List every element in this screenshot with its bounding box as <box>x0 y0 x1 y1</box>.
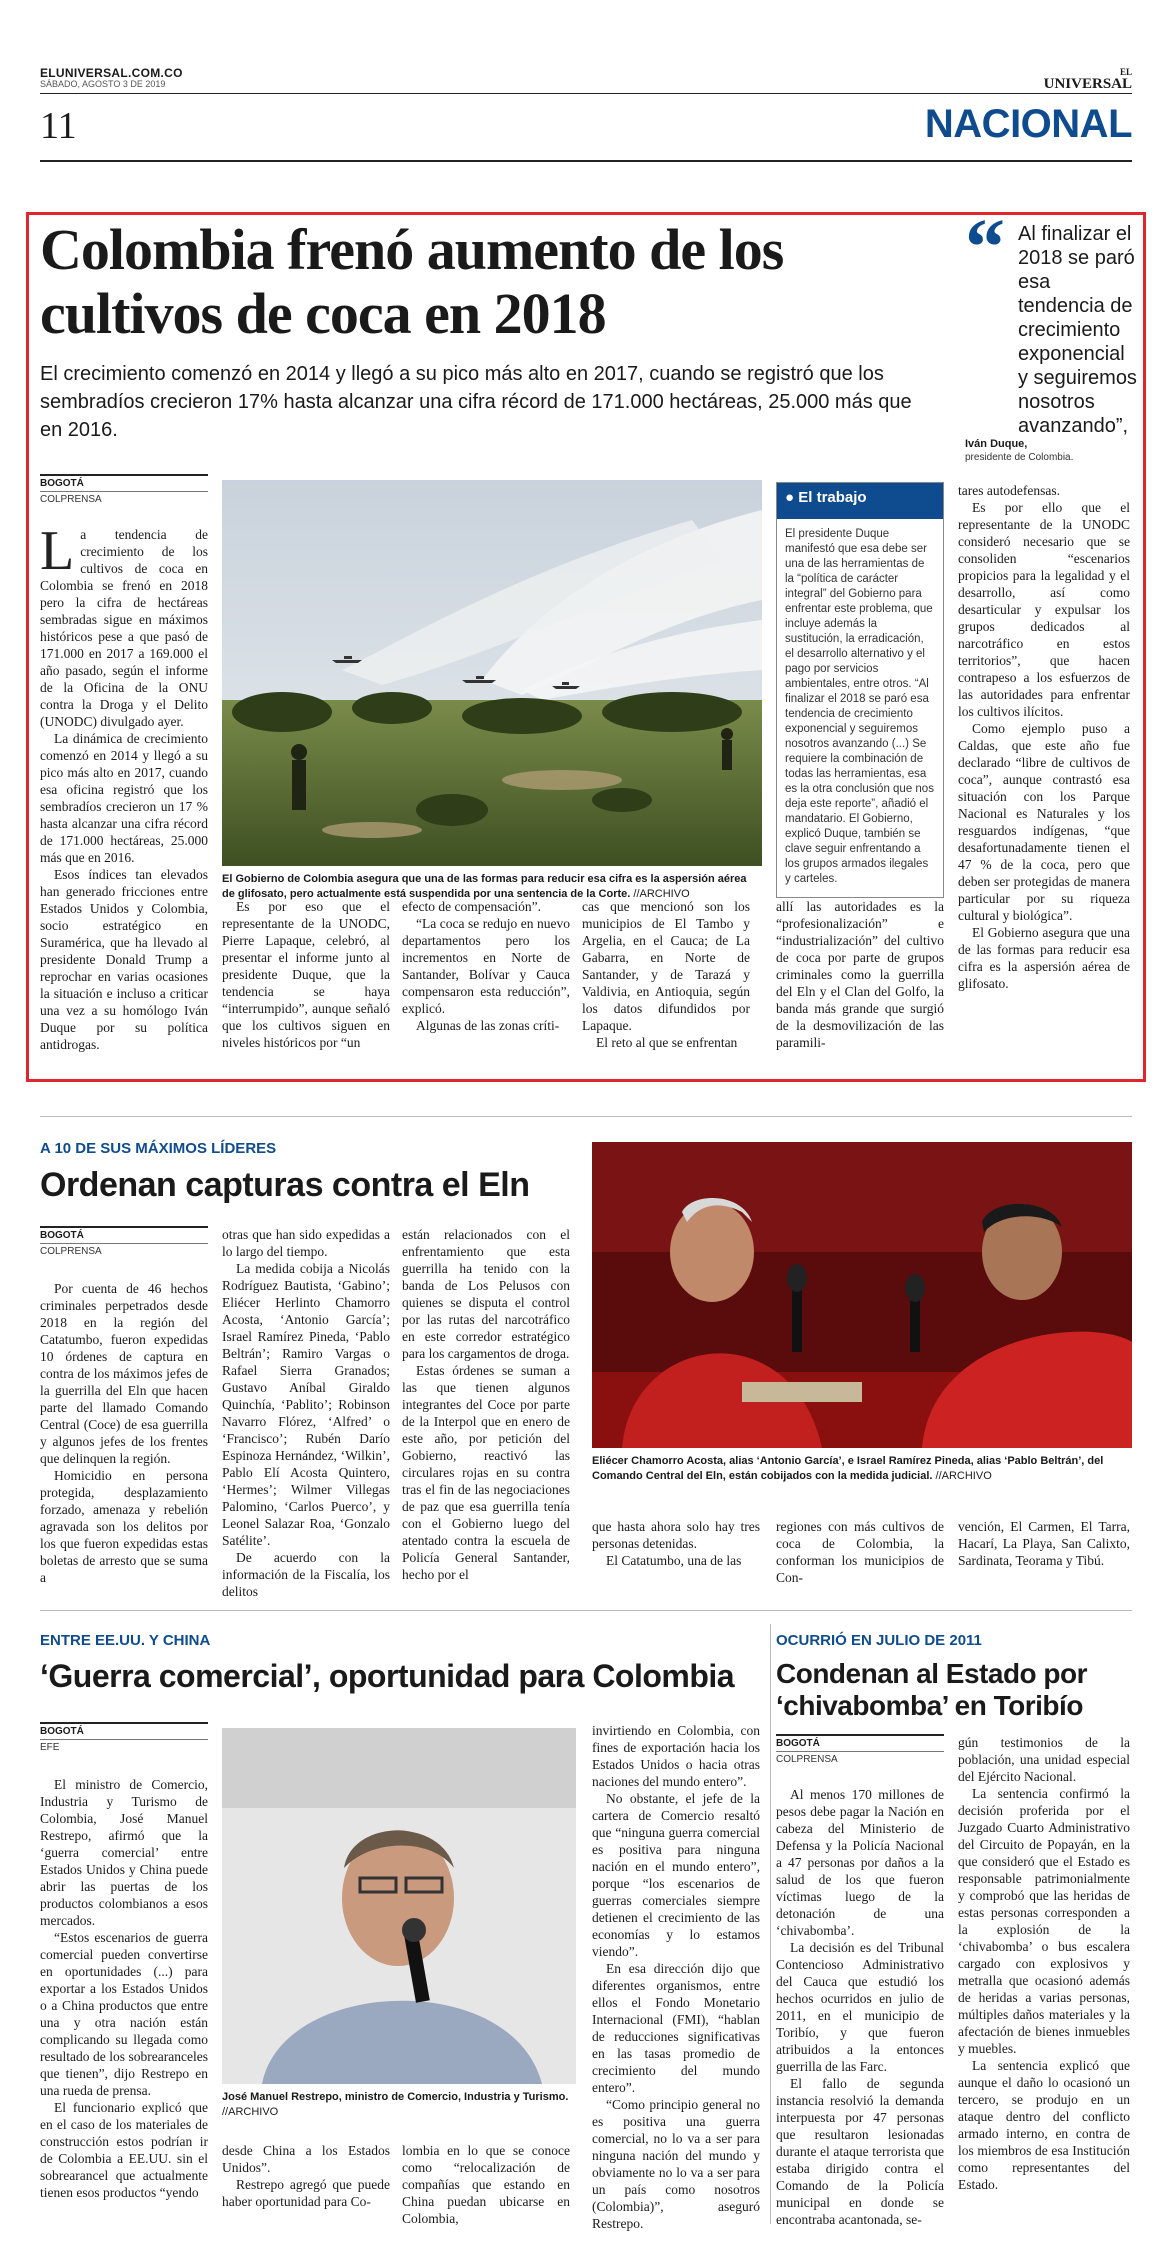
toribio-paragraph: gún testimonios de la población, una unidad especial del Ejército Nacional. <box>958 1735 1130 1784</box>
toribio-byline-block <box>776 1734 944 1765</box>
caption-credit: //ARCHIVO <box>935 1470 992 1482</box>
byline-agency: COLPRENSA <box>40 1243 208 1257</box>
pull-quote: Al finalizar el 2018 se paró esa tendencia de crecimiento exponencial y seguiremos nosotros avanzando”, <box>1018 223 1137 437</box>
lead-paragraph: Como ejemplo puso a Caldas, que este año fue declarado “libre de cultivos de coca”, aunque contrastó esa situación con los Parque Nacional es Naturales y los resguardos indígenas, “que desafortunadamente tienen el 47 % de la coca, pero que deben ser protegidas de manera particular por su riqueza cultural y biológica”. <box>958 721 1130 923</box>
page-number: 11 <box>40 105 77 147</box>
toribio-paragraph: Al menos 170 millones de pesos debe pagar la Nación en cabeza del Ministerio de Defensa y la Policía Nacional a 47 personas por daños a la salud de los que fueron víctimas luego de la detonación de una ‘chivabomba’. <box>776 1787 944 1938</box>
toribio-paragraph: La sentencia explicó que aunque el daño lo ocasionó un tercero, se produjo en un ataque dentro del conflicto armado interno, en contra de los miembros de esa Institución como representantes del Estado. <box>958 2058 1130 2192</box>
eln-column-1 <box>40 1280 208 1586</box>
eln-headline[interactable]: Ordenan capturas contra el Eln <box>40 1166 530 1204</box>
lead-paragraph: “La coca se redujo en nuevo departamentos pero los incrementos en Norte de Santander, Bolívar y Cauca compensaron esta reducción”, explicó. <box>402 916 570 1016</box>
eln-paragraph: La medida cobija a Nicolás Rodríguez Bautista, ‘Gabino’; Eliécer Herlinto Chamorro Acosta, ‘Antonio García’; Israel Ramírez Pineda, ‘Pablo Beltrán’; Ramiro Vargas o Rafael Sierra Granados; Gustavo Aníbal Giraldo Quinchía, ‘Pablito’; Robinson Navarro Flórez, ‘Alfred’ o ‘Francisco’; Rubén Darío Espinoza Hernández, ‘Wilkin’, Pablo Elí Acosta Quintero, ‘Hermes’; Wilmer Villegas Palomino, ‘Carlos Puerco’, y Leonel Salazar Roa, ‘Gonzalo Satélite’. <box>222 1261 390 1548</box>
drop-cap: L <box>40 520 75 582</box>
trade-paragraph: No obstante, el jefe de la cartera de Comercio resaltó que “ninguna guerra comercial es positiva para ninguna nación en el mundo entero”, porque “los escenarios de guerras comerciales siempre detienen el crecimiento de las economías y lo estamos viendo”. <box>592 1791 760 1959</box>
trade-column-4 <box>592 1722 760 2232</box>
caption-text: José Manuel Restrepo, ministro de Comercio, Industria y Turismo. <box>222 2091 569 2103</box>
caption-credit: //ARCHIVO <box>222 2106 279 2118</box>
lead-column-6 <box>958 482 1130 992</box>
caption-credit: //ARCHIVO <box>633 888 690 900</box>
lead-paragraph: La dinámica de crecimiento comenzó en 2014 y llegó a su pico más alto en 2017, cuando esa oficina registró que los sembradíos crecieron un 17 % hasta alcanzar una cifra récord de 171.000 hectáreas, 25.000 más que en 2016. <box>40 731 208 865</box>
eln-column-5 <box>776 1518 944 1586</box>
sidebar-title: El trabajo <box>798 489 867 506</box>
section-title: NACIONAL <box>924 102 1132 146</box>
eln-paragraph: De acuerdo con la información de la Fiscalía, los delitos <box>222 1550 390 1599</box>
newspaper-logo <box>1044 66 1132 90</box>
lead-column-1 <box>40 520 208 1053</box>
caption-text: El Gobierno de Colombia asegura que una de las formas para reducir esa cifra es la aspersión aérea de glifosato, pero actualmente está suspendida por una sentencia de la Corte. <box>222 873 747 900</box>
quote-author: Iván Duque, <box>965 438 1028 450</box>
eln-photo-caption <box>592 1454 1132 1484</box>
eln-paragraph: El Catatumbo, una de las <box>606 1553 742 1568</box>
trade-kicker: ENTRE EE.UU. Y CHINA <box>40 1632 211 1649</box>
logo-name: UNIVERSAL <box>1043 76 1132 92</box>
trade-column-3 <box>402 2142 570 2227</box>
trade-photo <box>222 1728 576 2084</box>
byline-city: BOGOTÁ <box>776 1734 944 1749</box>
trade-column-1 <box>40 1776 208 2201</box>
lead-paragraph: tares autodefensas. <box>958 483 1060 498</box>
section-rule <box>40 160 1132 162</box>
separator <box>40 1116 1132 1117</box>
toribio-paragraph: El fallo de segunda instancia resolvió la demanda interpuesta por 47 personas que resultaron lesionadas durante el ataque terrorista que estaba dirigido contra el Comando de la Policía municipal en donde se encontraba acantonada, se- <box>776 2076 944 2227</box>
sidebar-header <box>777 483 943 519</box>
byline-city: BOGOTÁ <box>40 1226 208 1241</box>
eln-column-4 <box>592 1518 760 1569</box>
trade-paragraph: Restrepo agregó que puede haber oportunidad para Co- <box>222 2177 390 2209</box>
quote-role: presidente de Colombia. <box>965 452 1074 463</box>
toribio-paragraph: La sentencia confirmó la decisión proferida por el Juzgado Cuarto Administrativo del Circuito de Popayán, en la que consideró que el Estado es responsable patrimonialmente y comprobó que las heridas de estas personas corresponden a la explosión de la ‘chivabomba’ o bus escalera cargado con explosivos y metralla que ocasionó además de heridas a varias personas, múltiples daños materiales y la afectación de bienes inmuebles y muebles. <box>958 1786 1130 2056</box>
eln-paragraph: están relacionados con el enfrentamiento que esta guerrilla ha tenido con la banda de Los Pelusos con quienes se disputa el control por las rutas del narcotráfico en este corredor estratégico para los cargamentos de droga. <box>402 1227 570 1361</box>
column-divider <box>770 1624 771 2224</box>
eln-kicker: A 10 DE SUS MÁXIMOS LÍDERES <box>40 1140 277 1157</box>
trade-paragraph: invirtiendo en Colombia, con fines de exportación hacia los Estados Unidos o hacia otras naciones del mundo entero”. <box>592 1723 760 1789</box>
trade-paragraph: El funcionario explicó que en el caso de los materiales de construcción estos podrían ir de Colombia a EE.UU. sin el sobrearancel que actualmente tienen esos productos “yendo <box>40 2100 208 2200</box>
lead-paragraph: Esos índices tan elevados han generado fricciones entre Estados Unidos y Colombia, socio estratégico en Suramérica, que ha llevado al presidente Donald Trump a reprochar en varias ocasiones la situación e incluso a criticar una vez a su homólogo Iván Duque por su política antidrogas. <box>40 867 208 1052</box>
lead-column-2 <box>222 898 390 1051</box>
sidebar-text: El presidente Duque manifestó que esa debe ser una de las herramientas de la “política de carácter integral” del Gobierno para enfrentar este problema, que incluye además la sustitución, la erradicación, el desarrollo alternativo y el pago por servicios ambientales, entre otros. “Al finalizar el 2018 se paró esa tendencia de crecimiento exponencial y seguiremos nosotros avanzando (...) Se requiere la combinación de todas las herramientas, esa es la otra conclusión que nos deja este reporte”, añadió el mandatario. El Gobierno, explicó Duque, también se clave seguir enfrentando a los grupos armados ilegales y carteles. <box>785 528 934 885</box>
trade-paragraph: desde China a los Estados Unidos”. <box>222 2143 390 2175</box>
trade-paragraph: En esa dirección dijo que diferentes organismos, entre ellos el Fondo Monetario Internacional (FMI), “hablan de reducciones significativas en las tasas promedio de crecimiento del mundo entero”. <box>592 1961 760 2095</box>
caption-text: Eliécer Chamorro Acosta, alias ‘Antonio García’, e Israel Ramírez Pineda, alias ‘Pablo Beltrán’, del Comando Central del Eln, están cobijados con la medida judicial. <box>592 1455 1104 1482</box>
lead-paragraph: Es por eso que el representante de la UNODC, Pierre Lapaque, celebró, al presentar el informe junto al presidente Duque, que la tendencia se haya “interrumpido”, aunque señaló que los cultivos siguen en niveles históricos por “un <box>222 899 390 1050</box>
eln-paragraph: que hasta ahora solo hay tres personas detenidas. <box>592 1519 760 1551</box>
trade-paragraph: El ministro de Comercio, Industria y Turismo de Colombia, José Manuel Restrepo, afirmó que la ‘guerra comercial’ entre Estados Unidos y China puede abrir las puertas de los productos colombianos a esos mercados. <box>40 1777 208 1928</box>
lead-column-5 <box>776 898 944 1051</box>
toribio-column-1 <box>776 1786 944 2228</box>
eln-byline-block <box>40 1226 208 1257</box>
trade-paragraph: “Estos escenarios de guerra comercial pueden convertirse en oportunidades (...) para exportar a los Estados Unidos o a China productos que entre una y otra nación están complicando su llegada como resultado de los sobrearanceles que tienen”, dijo Restrepo en una rueda de prensa. <box>40 1930 208 2098</box>
trade-photo-caption <box>222 2090 576 2120</box>
lead-paragraph: Es por ello que el representante de la UNODC consideró necesario que se consoliden “escenarios propicios para la legalidad y el desarrollo, así como desarticular y expulsar los grupos dedicados al narcotráfico en estos territorios”, que hacen contrapeso a los esfuerzos de las autoridades para enfrentar los cultivos ilícitos. <box>958 500 1130 719</box>
aerial-spraying-photo <box>222 480 762 866</box>
byline-agency: COLPRENSA <box>40 491 208 505</box>
eln-leaders-photo <box>592 1142 1132 1448</box>
masthead-rule <box>40 93 1132 94</box>
bullet-icon: ● <box>785 489 795 506</box>
eln-column-2 <box>222 1226 390 1600</box>
lead-headline[interactable]: Colombia frenó aumento de los cultivos de coca en 2018 <box>40 217 784 346</box>
trade-column-2 <box>222 2142 390 2210</box>
issue-date: SÁBADO, AGOSTO 3 DE 2019 <box>40 79 166 89</box>
lead-photo <box>222 480 762 866</box>
lead-deck: El crecimiento comenzó en 2014 y llegó a su pico más alto en 2017, cuando se registró que los sembradíos crecieron 17% hasta alcanzar una cifra récord de 171.000 hectáreas, 25.000 más que en 2016. <box>40 363 912 441</box>
byline-agency: COLPRENSA <box>776 1751 944 1765</box>
lead-paragraph: El Gobierno asegura que una de las formas para reducir esa cifra es la aspersión aérea de glifosato. <box>958 925 1130 991</box>
lead-paragraph: Algunas de las zonas críti- <box>416 1018 560 1033</box>
quote-mark-icon: “ <box>965 204 1005 292</box>
trade-byline-block <box>40 1722 208 1753</box>
eln-photo <box>592 1142 1132 1448</box>
eln-paragraph: Por cuenta de 46 hechos criminales perpetrados desde 2018 en la región del Catatumbo, fueron expedidas 10 órdenes de captura en contra de los máximos jefes de la guerrilla del Eln que hacen parte del llamado Comando Central (Coce) de esa guerrilla y algunos jefes de los frentes que delinquen la región. <box>40 1281 208 1466</box>
lead-column-3 <box>402 898 570 1034</box>
byline-city: BOGOTÁ <box>40 1722 208 1737</box>
toribio-column-2 <box>958 1734 1130 2193</box>
eln-column-6 <box>958 1518 1130 1569</box>
eln-paragraph: otras que han sido expedidas a lo largo del tiempo. <box>222 1227 390 1259</box>
toribio-paragraph: La decisión es del Tribunal Contencioso Administrativo del Cauca que estudió los hechos ocurridos en julio de 2011, en el municipio de Toribío, y que fueron atribuidos a la entonces guerrilla de las Farc. <box>776 1940 944 2074</box>
lead-paragraph: cas que mencionó son los municipios de El Tambo y Argelia, en el Cauca; de La Gabarra, en Norte de Santander, y de Tarazá y Valdivia, en Antioquia, según los datos difundidos por Lapaque. <box>582 899 750 1033</box>
eln-paragraph: vención, El Carmen, El Tarra, Hacarí, La Playa, San Calixto, Sardinata, Teorama y Tibú. <box>958 1519 1130 1568</box>
eln-paragraph: Estas órdenes se suman a las que tienen algunos integrantes del Coce por parte de la Interpol que en enero de este año, por petición del Gobierno, reactivó las circulares rojas en su contra tras el fin de las negociaciones de paz que esa guerrilla tenía con el Gobierno luego del atentado contra la escuela de Policía General Santander, hecho por el <box>402 1363 570 1582</box>
trade-paragraph: lombia en lo que se conoce como “relocalización de compañías que estando en China puedan ubicarse en Colombia, <box>402 2143 570 2226</box>
lead-paragraph: El reto al que se enfrentan <box>596 1035 738 1050</box>
lead-paragraph: allí las autoridades es la “profesionalización” e “industrialización” del cultivo de coca por parte de grupos criminales como la guerrilla del Eln y el Clan del Golfo, la banda más grande que surgió de la desmovilización de las paramili- <box>776 899 944 1050</box>
eln-column-3 <box>402 1226 570 1583</box>
logo-el: EL <box>1119 67 1132 77</box>
toribio-kicker: OCURRIÓ EN JULIO DE 2011 <box>776 1632 982 1649</box>
lead-paragraph: a tendencia de crecimiento de los cultivos de coca en Colombia se frenó en 2018 pero la cifra de hectáreas sembradas sigue en máximos históricos pese a que pasó de 171.000 en 2017 a 169.000 el año pasado, según el informe de la Oficina de la ONU contra la Droga y el Delito (UNODC) divulgado ayer. <box>40 527 208 729</box>
trade-paragraph: “Como principio general no es positiva una guerra comercial, no lo va a ser para ninguna nación del mundo y obviamente no lo va a ser para un país como nosotros (Colombia)”, aseguró Restrepo. <box>592 2097 760 2231</box>
eln-paragraph: regiones con más cultivos de coca de Colombia, la conforman los municipios de Con- <box>776 1519 944 1585</box>
lead-paragraph: efecto de compensación”. <box>402 899 542 914</box>
byline-agency: EFE <box>40 1739 208 1753</box>
site-url[interactable]: ELUNIVERSAL.COM.CO <box>40 66 183 80</box>
toribio-headline[interactable]: Condenan al Estado por ‘chivabomba’ en Toribío <box>776 1658 1088 1721</box>
minister-photo <box>222 1728 576 2084</box>
lead-column-4 <box>582 898 750 1051</box>
separator <box>40 1610 1132 1611</box>
byline-city: BOGOTÁ <box>40 474 208 489</box>
trade-headline[interactable]: ‘Guerra comercial’, oportunidad para Colombia <box>40 1658 735 1694</box>
lead-byline-block <box>40 474 208 505</box>
eln-paragraph: Homicidio en persona protegida, desplazamiento forzado, amenaza y rebelión agravada son los delitos por los que fueron expedidas estas boletas de arresto que se suma a <box>40 1468 208 1585</box>
sidebar-el-trabajo <box>776 482 944 898</box>
